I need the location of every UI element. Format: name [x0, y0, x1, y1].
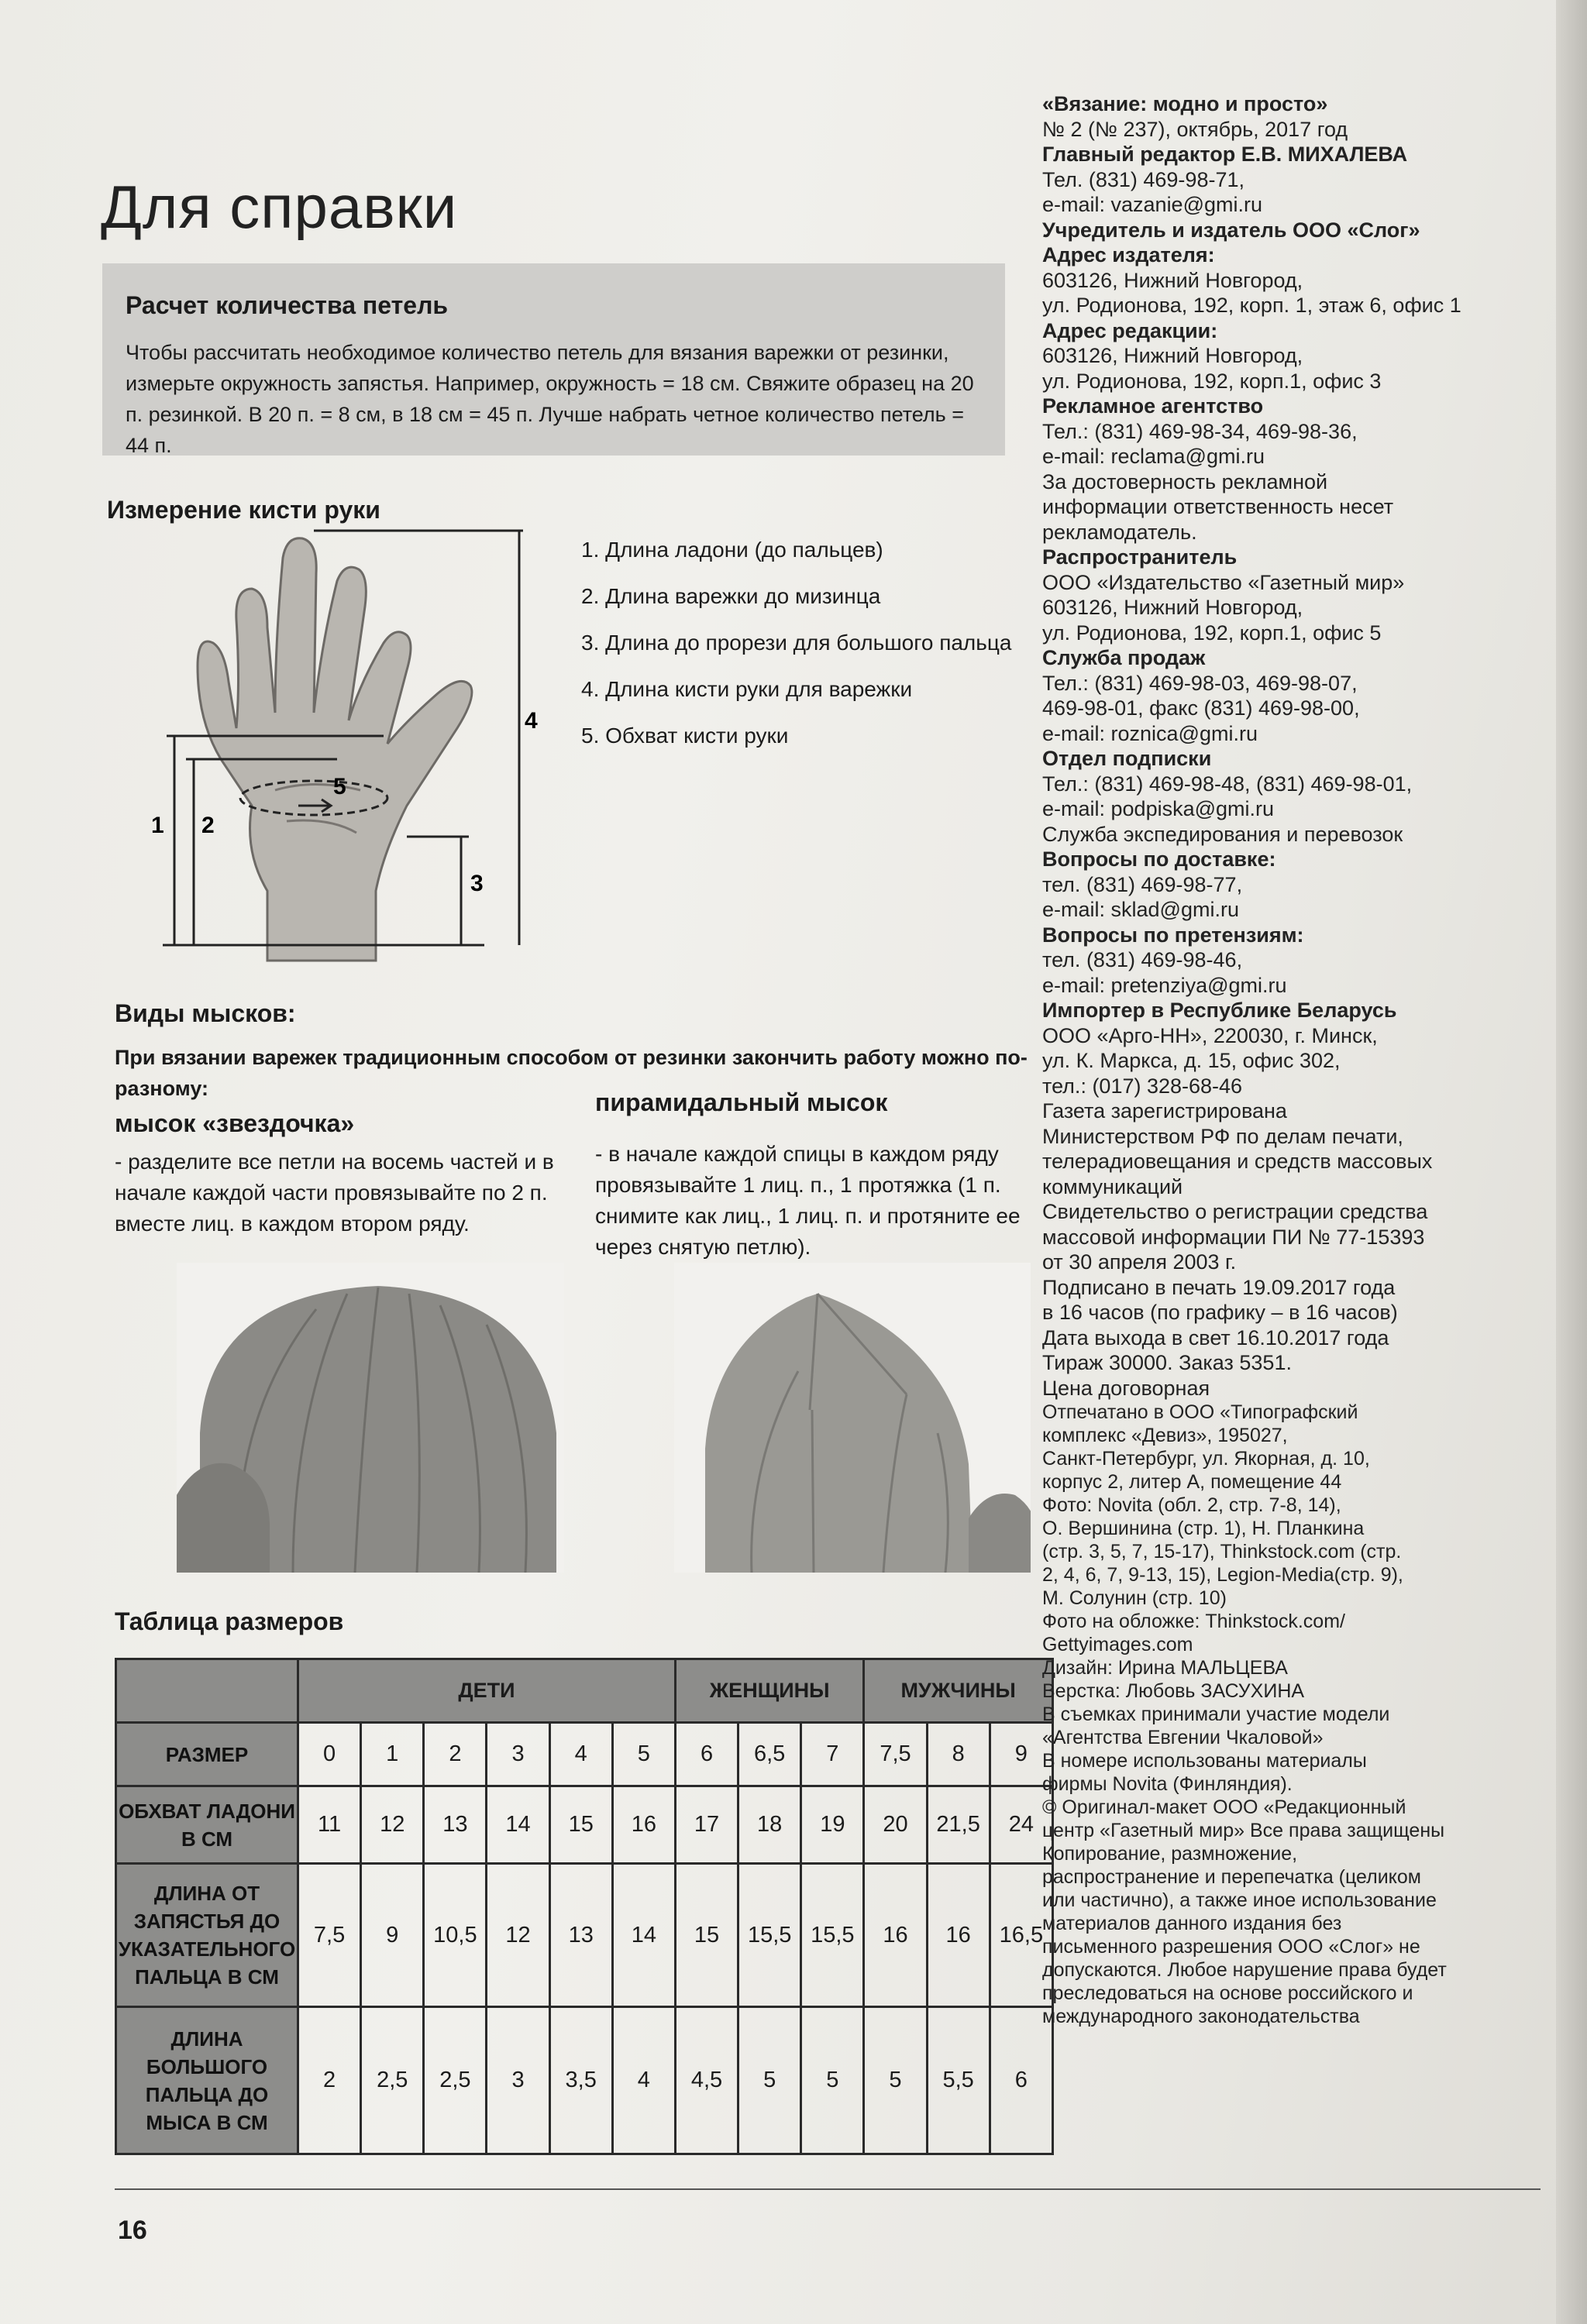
imprint-line: Дата выхода в свет 16.10.2017 года — [1042, 1325, 1389, 1349]
imprint-line: За достоверность рекламной — [1042, 469, 1328, 493]
table-cell: 16 — [612, 1786, 675, 1864]
star-toe-photo — [177, 1263, 564, 1573]
imprint-line: Импортер в Республике Беларусь — [1042, 999, 1397, 1022]
imprint-line: Тел.: (831) 469-98-03, 469-98-07, — [1042, 671, 1358, 695]
table-cell: 15,5 — [801, 1864, 864, 2007]
measurement-item: 2. Длина варежки до мизинца — [581, 584, 881, 608]
imprint-line: Подписано в печать 19.09.2017 года — [1042, 1275, 1396, 1299]
row-label: ОБХВАТ ЛАДОНИ В СМ — [116, 1786, 298, 1864]
table-cell: 2 — [424, 1723, 487, 1786]
imprint-line: Санкт-Петербург, ул. Якорная, д. 10, — [1042, 1448, 1370, 1470]
table-cell: 15,5 — [738, 1864, 801, 2007]
imprint-line: фирмы Novita (Финляндия). — [1042, 1773, 1293, 1795]
table-cell: 16 — [864, 1864, 927, 2007]
table-row — [116, 1723, 1053, 1786]
table-cell: 6 — [990, 2007, 1052, 2154]
table-cell: 15 — [675, 1864, 738, 2007]
imprint-line: Служба экспедирования и перевозок — [1042, 822, 1403, 846]
imprint-line: Распространитель — [1042, 545, 1238, 569]
size-table-heading: Таблица размеров — [115, 1607, 344, 1635]
table-cell: 5 — [864, 2007, 927, 2154]
table-cell: 16 — [927, 1864, 990, 2007]
page-edge — [1556, 0, 1587, 2324]
toes-heading: Виды мысков: — [115, 999, 296, 1027]
table-cell: 14 — [487, 1786, 549, 1864]
imprint-line: 469-98-01, факс (831) 469-98-00, — [1042, 696, 1360, 720]
measurement-item: 5. Обхват кисти руки — [581, 724, 789, 748]
group-men: МУЖЧИНЫ — [864, 1659, 1053, 1723]
imprint-line: Фото на обложке: Thinkstock.com/ — [1042, 1611, 1345, 1632]
imprint-line: В номере использованы материалы — [1042, 1750, 1367, 1772]
table-cell: 14 — [612, 1864, 675, 2007]
imprint-line: тел.: (017) 328-68-46 — [1042, 1074, 1243, 1098]
marker-5: 5 — [333, 774, 346, 799]
toes-intro: При вязании варежек традиционным способом от резинки закончить работу можно по-разному: — [115, 1046, 1028, 1100]
loop-calc-box — [102, 263, 1005, 456]
table-cell: 11 — [298, 1786, 361, 1864]
table-cell: 3 — [487, 2007, 549, 2154]
table-cell: 5 — [612, 1723, 675, 1786]
imprint-line: информации ответственность несет — [1042, 495, 1394, 518]
pyramid-toe-text: - в начале каждой спицы в каждом ряду провязывайте 1 лиц. п., 1 протяжка (1 п. снимите как лиц., 1 лиц. п. и протяните ее через снятую петлю). — [595, 1142, 1021, 1259]
imprint-line: допускаются. Любое нарушение права будет — [1042, 1959, 1447, 1981]
imprint-line: Тел.: (831) 469-98-34, 469-98-36, — [1042, 419, 1358, 443]
table-cell: 13 — [424, 1786, 487, 1864]
imprint-line: коммуникаций — [1042, 1174, 1183, 1198]
measurement-item: 4. Длина кисти руки для варежки — [581, 677, 913, 701]
imprint-line: Адрес редакции: — [1042, 318, 1218, 342]
table-cell: 17 — [675, 1786, 738, 1864]
star-toe-text: - разделите все петли на восемь частей и в начале каждой части провязывайте по 2 п. вместе лиц. в каждом втором ряду. — [115, 1150, 554, 1236]
imprint-line: 2, 4, 6, 7, 9-13, 15), Legion-Media(стр. 9), — [1042, 1564, 1403, 1586]
imprint-line: ул. Родионова, 192, корп.1, офис 5 — [1042, 621, 1382, 645]
imprint-line: Газета зарегистрирована — [1042, 1099, 1287, 1122]
table-cell: 2 — [298, 2007, 361, 2154]
table-cell: 4 — [612, 2007, 675, 2154]
imprint-line: Отдел подписки — [1042, 747, 1212, 770]
imprint-line: ул. Родионова, 192, корп.1, офис 3 — [1042, 369, 1382, 393]
imprint-line: Учредитель и издатель ООО «Слог» — [1042, 218, 1420, 242]
imprint-line: (стр. 3, 5, 7, 15-17), Thinkstock.com (стр. — [1042, 1541, 1402, 1563]
table-cell: 7,5 — [864, 1723, 927, 1786]
loop-calc-heading: Расчет количества петель — [126, 291, 449, 319]
marker-4: 4 — [525, 708, 538, 734]
imprint-line: рекламодатель. — [1042, 520, 1197, 544]
imprint-line: корпус 2, литер А, помещение 44 — [1042, 1471, 1342, 1493]
imprint-line: e-mail: pretenziya@gmi.ru — [1042, 973, 1287, 997]
table-cell: 9 — [990, 1723, 1052, 1786]
loop-calc-text: Чтобы рассчитать необходимое количество петель для вязания варежки от резинки, измерьте окружность запястья. Например, окружность = 18 см. Свяжите образец на 20 п. резинкой. В 20 п. = 8 см, в 18 см = 45 п. Лучше набрать четное количество петель = 44 п. — [126, 341, 974, 457]
group-women: ЖЕНЩИНЫ — [675, 1659, 863, 1723]
table-cell: 4,5 — [675, 2007, 738, 2154]
imprint-line: № 2 (№ 237), октябрь, 2017 год — [1042, 117, 1348, 141]
table-cell: 15 — [549, 1786, 612, 1864]
marker-3: 3 — [470, 871, 484, 896]
imprint-line: тел. (831) 469-98-46, — [1042, 948, 1243, 971]
imprint-line: телерадиовещания и средств массовых — [1042, 1150, 1433, 1173]
measurement-list — [581, 527, 1011, 759]
imprint-line: от 30 апреля 2003 г. — [1042, 1250, 1237, 1274]
imprint-line: или частично), а также иное использование — [1042, 1889, 1437, 1911]
imprint-line: Вопросы по претензиям: — [1042, 923, 1304, 947]
measurement-item: 1. Длина ладони (до пальцев) — [581, 538, 883, 562]
imprint-line: ул. Родионова, 192, корп. 1, этаж 6, офис 1 — [1042, 294, 1461, 317]
page-number: 16 — [118, 2216, 147, 2245]
imprint-line: Вопросы по доставке: — [1042, 847, 1276, 871]
size-table — [115, 1658, 1054, 2155]
group-header-row — [116, 1659, 1053, 1723]
table-cell: 3 — [487, 1723, 549, 1786]
imprint-line: в 16 часов (по графику – в 16 часов) — [1042, 1301, 1398, 1324]
star-toe-heading: мысок «звездочка» — [115, 1109, 355, 1137]
table-row — [116, 1864, 1053, 2007]
pyramid-toe-heading: пирамидальный мысок — [595, 1088, 888, 1116]
imprint-line: Адрес издателя: — [1042, 243, 1215, 266]
marker-1: 1 — [151, 813, 164, 838]
imprint-line: Рекламное агентство — [1042, 394, 1264, 418]
imprint-line: e-mail: podpiska@gmi.ru — [1042, 797, 1275, 820]
table-row — [116, 1786, 1053, 1864]
imprint-line: комплекс «Девиз», 195027, — [1042, 1425, 1288, 1446]
imprint-line: Цена договорная — [1042, 1376, 1210, 1400]
imprint-line: ООО «Арго-НН», 220030, г. Минск, — [1042, 1023, 1378, 1047]
table-cell: 5 — [801, 2007, 864, 2154]
imprint-line: международного законодательства — [1042, 2006, 1360, 2027]
table-cell: 6,5 — [738, 1723, 801, 1786]
imprint-line: О. Вершинина (стр. 1), Н. Планкина — [1042, 1518, 1365, 1539]
page-title: Для справки — [101, 173, 458, 241]
table-cell: 0 — [298, 1723, 361, 1786]
imprint-line: ул. К. Маркса, д. 15, офис 302, — [1042, 1049, 1341, 1072]
table-corner — [116, 1659, 298, 1723]
measurement-item: 3. Длина до прорези для большого пальца — [581, 631, 1012, 655]
pyramid-toe-photo — [674, 1263, 1031, 1573]
imprint-line: ООО «Издательство «Газетный мир» — [1042, 570, 1405, 594]
marker-2: 2 — [201, 813, 215, 838]
hand-heading: Измерение кисти руки — [107, 496, 380, 524]
table-cell: 12 — [487, 1864, 549, 2007]
imprint-line: распространение и перепечатка (целиком — [1042, 1866, 1421, 1888]
imprint-column — [1042, 91, 1542, 2028]
table-cell: 5 — [738, 2007, 801, 2154]
imprint-line: М. Солунин (стр. 10) — [1042, 1587, 1227, 1609]
imprint-line: Министерством РФ по делам печати, — [1042, 1124, 1403, 1148]
table-cell: 18 — [738, 1786, 801, 1864]
footer-rule — [115, 2188, 1541, 2190]
imprint-line: e-mail: sklad@gmi.ru — [1042, 898, 1239, 921]
imprint-line: Тел.: (831) 469-98-48, (831) 469-98-01, — [1042, 772, 1413, 796]
imprint-line: Gettyimages.com — [1042, 1634, 1193, 1655]
imprint-line: Верстка: Любовь ЗАСУХИНА — [1042, 1680, 1305, 1702]
table-cell: 13 — [549, 1864, 612, 2007]
table-cell: 1 — [361, 1723, 424, 1786]
table-cell: 2,5 — [361, 2007, 424, 2154]
imprint-line: «Вязание: модно и просто» — [1042, 92, 1328, 115]
table-cell: 4 — [549, 1723, 612, 1786]
imprint-line: тел. (831) 469-98-77, — [1042, 872, 1243, 896]
row-label: РАЗМЕР — [116, 1723, 298, 1786]
imprint-line: 603126, Нижний Новгород, — [1042, 268, 1303, 292]
table-cell: 12 — [361, 1786, 424, 1864]
imprint-line: © Оригинал-макет ООО «Редакционный — [1042, 1796, 1406, 1818]
imprint-line: e-mail: vazanie@gmi.ru — [1042, 193, 1263, 216]
imprint-line: e-mail: roznica@gmi.ru — [1042, 721, 1258, 745]
table-cell: 5,5 — [927, 2007, 990, 2154]
imprint-line: e-mail: reclama@gmi.ru — [1042, 445, 1265, 468]
imprint-line: Фото: Novita (обл. 2, стр. 7-8, 14), — [1042, 1494, 1341, 1516]
table-cell: 21,5 — [927, 1786, 990, 1864]
table-cell: 8 — [927, 1723, 990, 1786]
imprint-line: Тираж 30000. Заказ 5351. — [1042, 1351, 1292, 1374]
imprint-line: центр «Газетный мир» Все права защищены — [1042, 1820, 1445, 1841]
table-row — [116, 2007, 1053, 2154]
table-cell: 20 — [864, 1786, 927, 1864]
imprint-line: массовой информации ПИ № 77-15393 — [1042, 1225, 1425, 1249]
table-cell: 3,5 — [549, 2007, 612, 2154]
imprint-line: преследоваться на основе российского и — [1042, 1982, 1413, 2004]
group-children: ДЕТИ — [298, 1659, 676, 1723]
table-cell: 24 — [990, 1786, 1052, 1864]
row-label: ДЛИНА ОТ ЗАПЯСТЬЯ ДО УКАЗАТЕЛЬНОГО ПАЛЬЦА В СМ — [116, 1864, 298, 2007]
imprint-line: Служба продаж — [1042, 646, 1206, 669]
imprint-line: письменного разрешения ООО «Слог» не — [1042, 1936, 1420, 1958]
imprint-line: Дизайн: Ирина МАЛЬЦЕВА — [1042, 1657, 1288, 1679]
imprint-line: 603126, Нижний Новгород, — [1042, 596, 1303, 619]
imprint-line: Главный редактор Е.В. МИХАЛЕВА — [1042, 143, 1408, 166]
table-cell: 10,5 — [424, 1864, 487, 2007]
table-cell: 16,5 — [990, 1864, 1052, 2007]
table-cell: 9 — [361, 1864, 424, 2007]
imprint-line: Отпечатано в ООО «Типографский — [1042, 1401, 1358, 1423]
imprint-line: 603126, Нижний Новгород, — [1042, 344, 1303, 367]
table-cell: 7,5 — [298, 1864, 361, 2007]
table-cell: 6 — [675, 1723, 738, 1786]
imprint-line: Тел. (831) 469-98-71, — [1042, 167, 1244, 191]
imprint-line: «Агентства Евгении Чкаловой» — [1042, 1727, 1324, 1748]
imprint-line: Свидетельство о регистрации средства — [1042, 1200, 1428, 1223]
imprint-line: В съемках принимали участие модели — [1042, 1703, 1390, 1725]
hand-shape — [198, 538, 472, 961]
table-cell: 7 — [801, 1723, 864, 1786]
imprint-line: Копирование, размножение, — [1042, 1843, 1298, 1865]
hand-diagram — [151, 527, 570, 976]
table-cell: 2,5 — [424, 2007, 487, 2154]
row-label: ДЛИНА БОЛЬШОГО ПАЛЬЦА ДО МЫСА В СМ — [116, 2007, 298, 2154]
imprint-line: материалов данного издания без — [1042, 1913, 1342, 1934]
table-cell: 19 — [801, 1786, 864, 1864]
